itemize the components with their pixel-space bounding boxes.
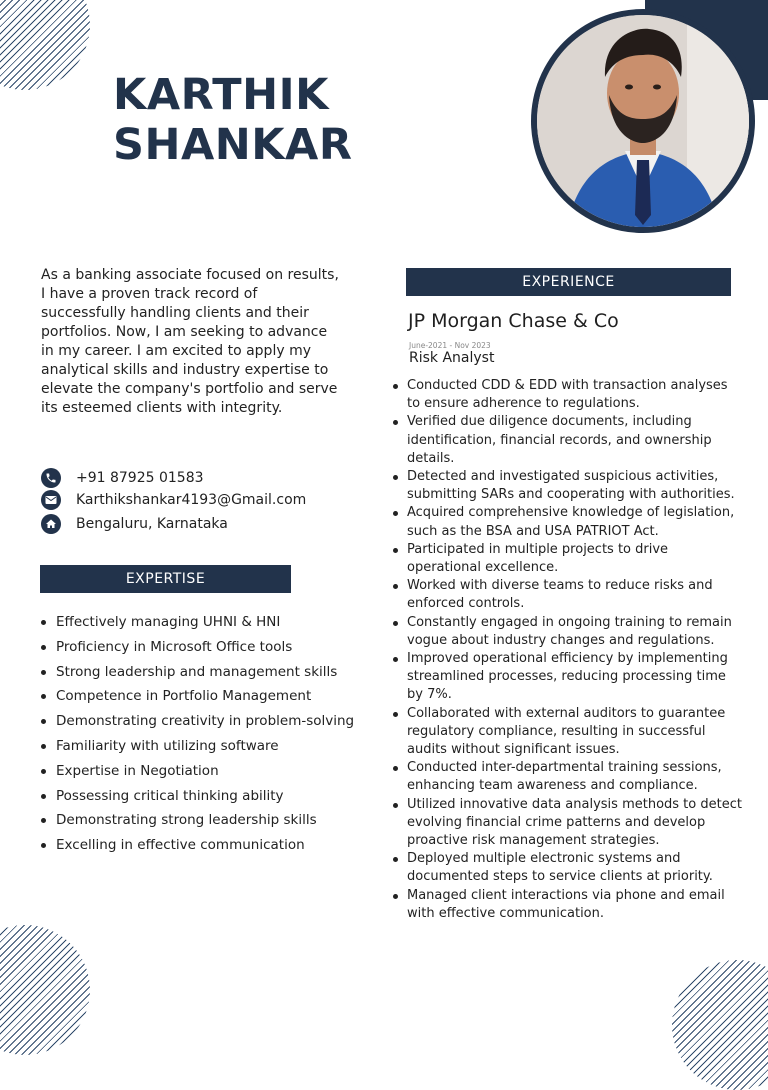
- profile-photo: [537, 15, 749, 227]
- duties-list: [391, 377, 743, 923]
- expertise-item: Excelling in effective communication: [41, 833, 371, 858]
- candidate-name: [113, 70, 352, 170]
- last-name: SHANKAR: [113, 120, 353, 170]
- home-icon: [41, 514, 61, 534]
- decorative-hatched-circle-top-left: [0, 0, 90, 90]
- contact-email: [41, 489, 341, 511]
- phone-number: +91 87925 01583: [76, 470, 204, 486]
- duty-item: Deployed multiple electronic systems and documented steps to service clients at priority.: [391, 850, 743, 886]
- duty-item: Verified due diligence documents, including identification, financial records, and ownership details.: [391, 413, 743, 468]
- location: Bengaluru, Karnataka: [76, 516, 228, 532]
- expertise-item: Possessing critical thinking ability: [41, 784, 371, 809]
- portrait-illustration: [537, 15, 749, 227]
- job-title: Risk Analyst: [409, 350, 495, 366]
- expertise-item: Proficiency in Microsoft Office tools: [41, 635, 371, 660]
- experience-heading: EXPERIENCE: [406, 268, 731, 296]
- profile-photo-frame: [531, 9, 755, 233]
- expertise-item: Familiarity with utilizing software: [41, 734, 371, 759]
- expertise-heading: EXPERTISE: [40, 565, 291, 593]
- email-icon: [41, 490, 61, 510]
- expertise-list: [41, 610, 371, 858]
- company-name: JP Morgan Chase & Co: [408, 310, 619, 332]
- expertise-item: Demonstrating strong leadership skills: [41, 808, 371, 833]
- expertise-item: Strong leadership and management skills: [41, 660, 371, 685]
- duty-item: Conducted inter-departmental training sessions, enhancing team awareness and compliance.: [391, 759, 743, 795]
- duty-item: Participated in multiple projects to drive operational excellence.: [391, 541, 743, 577]
- decorative-hatched-circle-bottom-left: [0, 925, 90, 1055]
- expertise-item: Expertise in Negotiation: [41, 759, 371, 784]
- duty-item: Conducted CDD & EDD with transaction analyses to ensure adherence to regulations.: [391, 377, 743, 413]
- duty-item: Improved operational efficiency by implementing streamlined processes, reducing processing time by 7%.: [391, 650, 743, 705]
- expertise-item: Demonstrating creativity in problem-solving: [41, 709, 371, 734]
- email-address: Karthikshankar4193@Gmail.com: [76, 492, 307, 508]
- expertise-item: Competence in Portfolio Management: [41, 684, 371, 709]
- duty-item: Collaborated with external auditors to guarantee regulatory compliance, resulting in successful audits without significant issues.: [391, 705, 743, 760]
- employment-dates: June-2021 - Nov 2023: [409, 341, 491, 350]
- decorative-hatched-circle-bottom-right: [672, 960, 768, 1090]
- duty-item: Constantly engaged in ongoing training to remain vogue about industry changes and regulations.: [391, 614, 743, 650]
- profile-summary: As a banking associate focused on results, I have a proven track record of successfully handling clients and their portfolios. Now, I am seeking to advance in my career. I am excited to apply my analytical skills and industry expertise to elevate the company's portfolio and serve its esteemed clients with integrity.: [41, 267, 339, 416]
- phone-icon: [41, 468, 61, 488]
- duty-item: Worked with diverse teams to reduce risks and enforced controls.: [391, 577, 743, 613]
- contact-location: [41, 513, 341, 535]
- first-name: KARTHIK: [113, 70, 329, 120]
- duty-item: Managed client interactions via phone and email with effective communication.: [391, 887, 743, 923]
- duty-item: Utilized innovative data analysis methods to detect evolving financial crime patterns and develop proactive risk management strategies.: [391, 796, 743, 851]
- duty-item: Acquired comprehensive knowledge of legislation, such as the BSA and USA PATRIOT Act.: [391, 504, 743, 540]
- expertise-item: Effectively managing UHNI & HNI: [41, 610, 371, 635]
- contact-phone: [41, 467, 341, 489]
- duty-item: Detected and investigated suspicious activities, submitting SARs and cooperating with authorities.: [391, 468, 743, 504]
